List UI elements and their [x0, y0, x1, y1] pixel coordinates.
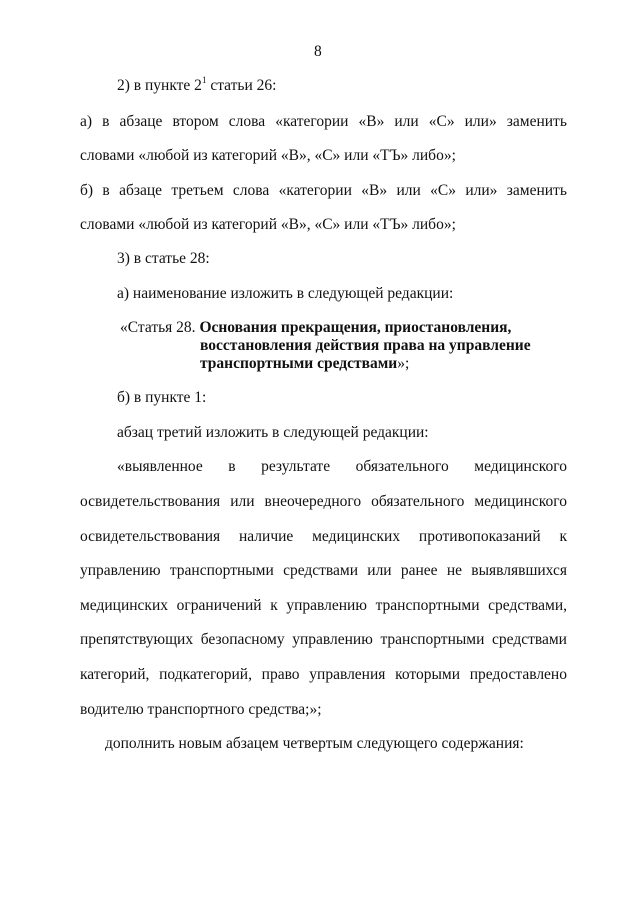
quote-line4: [80, 563, 567, 579]
quote-line3: [80, 529, 567, 545]
word: «В»: [361, 182, 388, 199]
word: транспортными: [169, 562, 274, 579]
word: средствами,: [488, 597, 567, 614]
add-paragraph-4-instruction: дополнить новым абзацем четвертым следующего содержания:: [105, 735, 524, 752]
word: «В»: [358, 113, 385, 130]
word: обязательного: [355, 458, 449, 475]
word: средствами: [492, 631, 567, 648]
item-2-heading: 2) в пункте $2^1$ статьи 26:: [117, 75, 277, 94]
word: внеочередного: [264, 493, 362, 510]
word: втором: [172, 113, 219, 130]
word: или: [394, 113, 419, 130]
word: б): [80, 182, 94, 199]
word: к: [270, 597, 278, 614]
paragraph-3-instruction: абзац третий изложить в следующей редакции:: [117, 424, 429, 441]
word: препятствующих: [80, 631, 194, 648]
word: право: [261, 666, 300, 683]
word: медицинского: [474, 493, 567, 510]
word: управления: [309, 666, 386, 683]
word: предоставлено: [469, 666, 567, 683]
subitem-b2: б) в пункте 1:: [117, 389, 207, 406]
word: управлению: [80, 562, 161, 579]
word: или»: [464, 113, 497, 130]
word: управлению: [286, 597, 367, 614]
word: медицинского: [474, 458, 567, 475]
word: «категории: [275, 113, 349, 130]
word: освидетельствования: [80, 493, 221, 510]
word: безопасному: [200, 631, 285, 648]
word: противопоказаний: [418, 528, 541, 545]
word: наличие: [238, 528, 294, 545]
subitem-a1-line1: [80, 114, 567, 130]
quote-line2: [80, 494, 567, 510]
page-number: 8: [314, 43, 322, 60]
word: в: [228, 458, 236, 475]
word: освидетельствования: [80, 528, 221, 545]
article-title-line3: транспортными средствами»;: [200, 355, 410, 372]
word: а): [80, 113, 93, 130]
subitem-b1-line2: словами «любой из категорий «В», «С» или «ТЪ» либо»;: [80, 216, 456, 233]
word: которыми: [395, 666, 461, 683]
subitem-a1-line2: словами «любой из категорий «В», «С» или «ТЪ» либо»;: [80, 147, 456, 164]
word: ранее: [400, 562, 438, 579]
word: транспортными: [375, 597, 480, 614]
quote-line8: водителю транспортного средства;»;: [80, 701, 322, 718]
word: подкатегорий,: [159, 666, 252, 683]
word: медицинских: [312, 528, 401, 545]
word: не: [446, 562, 463, 579]
subitem-a2: а) наименование изложить в следующей редакции:: [117, 285, 454, 302]
word: к: [559, 528, 567, 545]
word: средствами: [283, 562, 359, 579]
word: результате: [261, 458, 331, 475]
word: медицинских: [80, 597, 169, 614]
word: выявлявшихся: [471, 562, 567, 579]
word: ограничений: [176, 597, 262, 614]
word: или: [367, 562, 392, 579]
word: или: [230, 493, 255, 510]
word: «категории: [278, 182, 352, 199]
word: заменить: [506, 182, 567, 199]
word: обязательного: [371, 493, 465, 510]
word: «С»: [428, 113, 455, 130]
word: или: [396, 182, 421, 199]
subitem-b1-line1: [80, 183, 567, 199]
article-title-line1: «Статья 28. Основания прекращения, приостановления,: [120, 319, 512, 336]
item-3-heading: 3) в статье 28:: [117, 250, 210, 267]
word: «выявленное: [117, 458, 203, 475]
word: в: [102, 113, 110, 130]
word: категорий,: [80, 666, 150, 683]
word: «С»: [430, 182, 456, 199]
word: третьем: [171, 182, 224, 199]
word: транспортными: [380, 631, 485, 648]
word: в: [102, 182, 110, 199]
quote-line6: [80, 632, 567, 648]
word: слова: [228, 113, 266, 130]
word: абзаце: [119, 182, 163, 199]
quote-line5: [80, 598, 567, 614]
quote-line7: [80, 667, 567, 683]
article-title-line2: восстановления действия права на управление: [200, 337, 531, 354]
word: управлению: [292, 631, 373, 648]
word: слова: [232, 182, 270, 199]
word: или»: [465, 182, 498, 199]
word: абзаце: [119, 113, 163, 130]
word: заменить: [506, 113, 567, 130]
quote-line1: [117, 459, 567, 475]
